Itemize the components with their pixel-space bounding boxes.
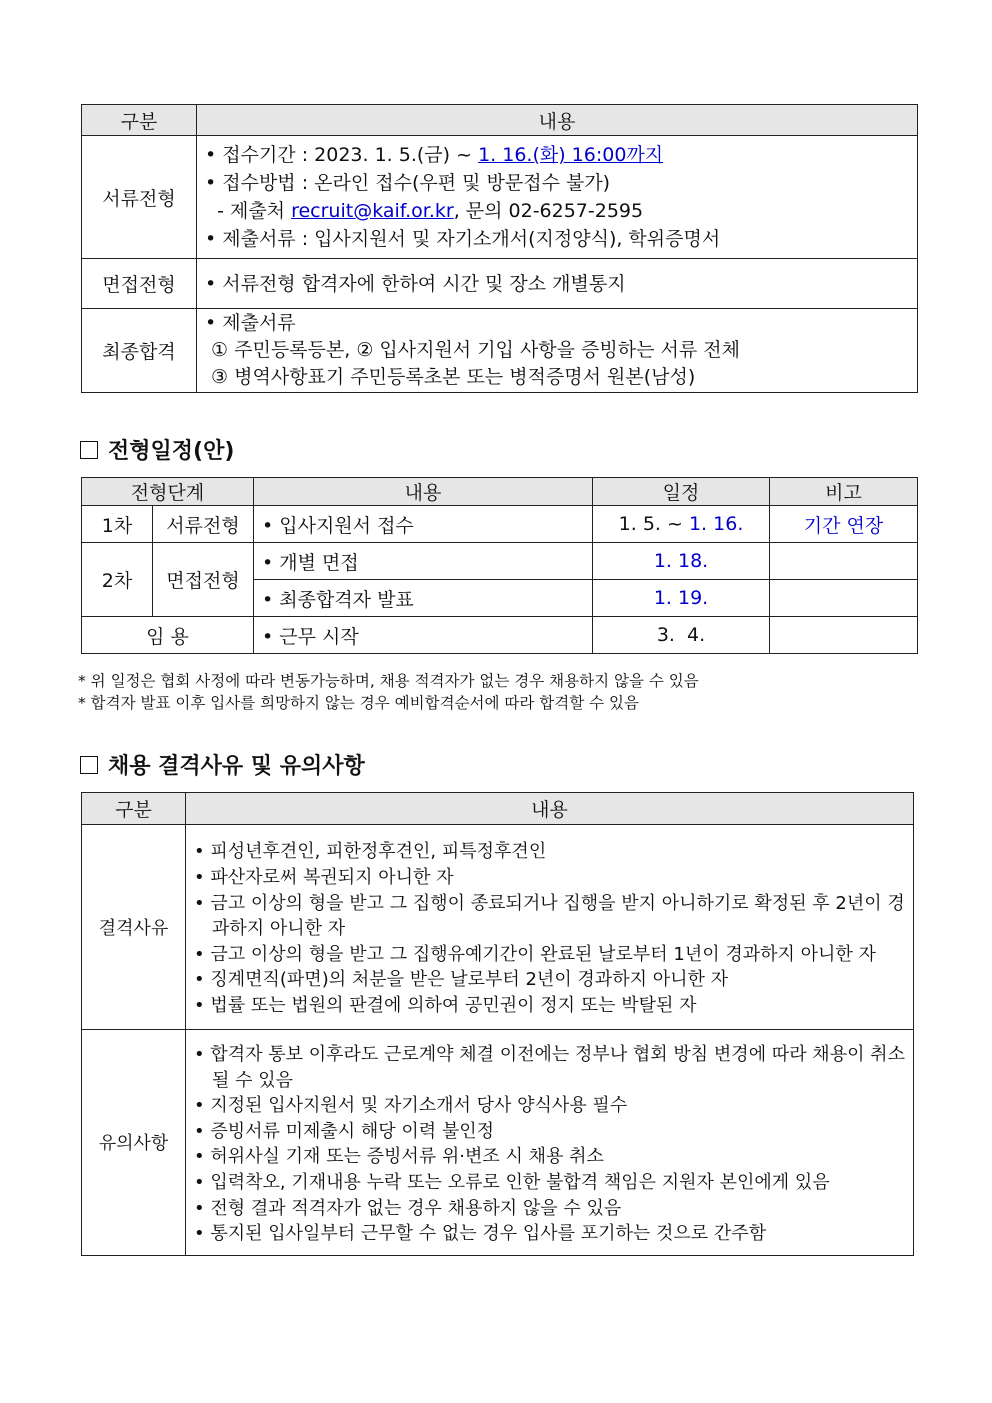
stage-2: 2차 [82,543,153,617]
line-period: • 접수기간 : 2023. 1. 5.(금) ~ 1. 16.(화) 16:00까지 [205,144,664,166]
stage-1-type: 서류전형 [153,506,254,543]
stage-1-content: • 입사지원서 접수 [254,506,593,543]
stage-2-content-a: • 개별 면접 [254,543,593,580]
row-category-final: 최종합격 [82,309,197,393]
list-item: • 증빙서류 미제출시 해당 이력 불인정 [194,1120,495,1142]
col-header-content: 내용 [197,105,918,136]
checkbox-square-icon [80,756,98,774]
list-item: • 금고 이상의 형을 받고 그 집행유예기간이 완료된 날로부터 1년이 경과하지 아니한 자 [194,943,876,965]
row-content-cautions [186,1030,914,1256]
line-final-docs: • 제출서류 [205,312,296,334]
deadline-highlight: 1. 16.(화) 16:00까지 [478,144,664,166]
schedule-heading: 전형일정(안) [80,434,234,465]
col-header-date: 일정 [593,478,770,506]
schedule-notes [78,670,699,714]
stage-employment-note [770,617,918,654]
email-link[interactable]: recruit@kaif.or.kr [291,200,454,222]
list-item: • 법률 또는 법원의 판결에 의하여 공민권이 정지 또는 박탈된 자 [194,994,697,1016]
row-category-document: 서류전형 [82,136,197,259]
list-item: • 징계면직(파면)의 처분을 받은 날로부터 2년이 경과하지 아니한 자 [194,969,728,991]
disqualification-heading: 채용 결격사유 및 유의사항 [80,749,365,780]
row-content-document [197,136,918,259]
row-content-disqualify [186,825,914,1030]
stage-2-content-b: • 최종합격자 발표 [254,580,593,617]
list-item: • 금고 이상의 형을 받고 그 집행이 종료되거나 집행을 받지 아니하기로 확정된 후 2년이 경과하지 아니한 자 [194,892,905,940]
col-header-note: 비고 [770,478,918,506]
stage-2-date-a: 1. 18. [593,543,770,580]
row-category-disqualify: 결격사유 [82,825,186,1030]
screening-table [81,104,918,393]
stage-1: 1차 [82,506,153,543]
stage-2-note-a [770,543,918,580]
stage-employment-date: 3. 4. [593,617,770,654]
col-header-content: 내용 [254,478,593,506]
stage-2-type: 면접전형 [153,543,254,617]
stage-1-date: 1. 5. ~ 1. 16. [593,506,770,543]
row-content-final [197,309,918,393]
line-documents: • 제출서류 : 입사지원서 및 자기소개서(지정양식), 학위증명서 [205,228,721,250]
disqualification-table [81,792,914,1256]
row-category-interview: 면접전형 [82,259,197,309]
stage-1-note: 기간 연장 [770,506,918,543]
col-header-category: 구분 [82,105,197,136]
stage-employment: 임 용 [82,617,254,654]
checkbox-square-icon [80,441,98,459]
line-final-docs-3: ③ 병역사항표기 주민등록초본 또는 병적증명서 원본(남성) [205,366,696,388]
list-item: • 통지된 입사일부터 근무할 수 없는 경우 입사를 포기하는 것으로 간주함 [194,1223,767,1245]
list-item: • 전형 결과 적격자가 없는 경우 채용하지 않을 수 있음 [194,1197,622,1219]
line-method: • 접수방법 : 온라인 접수(우편 및 방문접수 불가) [205,172,611,194]
schedule-table [81,477,918,654]
row-category-cautions: 유의사항 [82,1030,186,1256]
col-header-category: 구분 [82,793,186,825]
note-1: * 위 일정은 협회 사정에 따라 변동가능하며, 채용 적격자가 없는 경우 채용하지 않을 수 있음 [78,672,699,690]
note-2: * 합격자 발표 이후 입사를 희망하지 않는 경우 예비합격순서에 따라 합격할 수 있음 [78,694,639,712]
line-final-docs-1: ① 주민등록등본, ② 입사지원서 기입 사항을 증빙하는 서류 전체 [205,339,740,361]
line-submit-to: - 제출처 recruit@kaif.or.kr, 문의 02-6257-2595 [205,200,644,222]
stage-employment-content: • 근무 시작 [254,617,593,654]
list-item: • 입력착오, 기재내용 누락 또는 오류로 인한 불합격 책임은 지원자 본인에게 있음 [194,1171,830,1193]
line-interview: • 서류전형 합격자에 한하여 시간 및 장소 개별통지 [205,272,626,295]
list-item: • 피성년후견인, 피한정후견인, 피특정후견인 [194,841,547,863]
stage-2-note-b [770,580,918,617]
list-item: • 지정된 입사지원서 및 자기소개서 당사 양식사용 필수 [194,1095,628,1117]
col-header-stage: 전형단계 [82,478,254,506]
col-header-content: 내용 [186,793,914,825]
list-item: • 파산자로써 복권되지 아니한 자 [194,867,454,889]
list-item: • 허위사실 기재 또는 증빙서류 위·변조 시 채용 취소 [194,1146,604,1168]
row-content-interview [197,259,918,309]
stage-2-date-b: 1. 19. [593,580,770,617]
list-item: • 합격자 통보 이후라도 근로계약 체결 이전에는 정부나 협회 방침 변경에 따라 채용이 취소될 수 있음 [194,1044,905,1091]
